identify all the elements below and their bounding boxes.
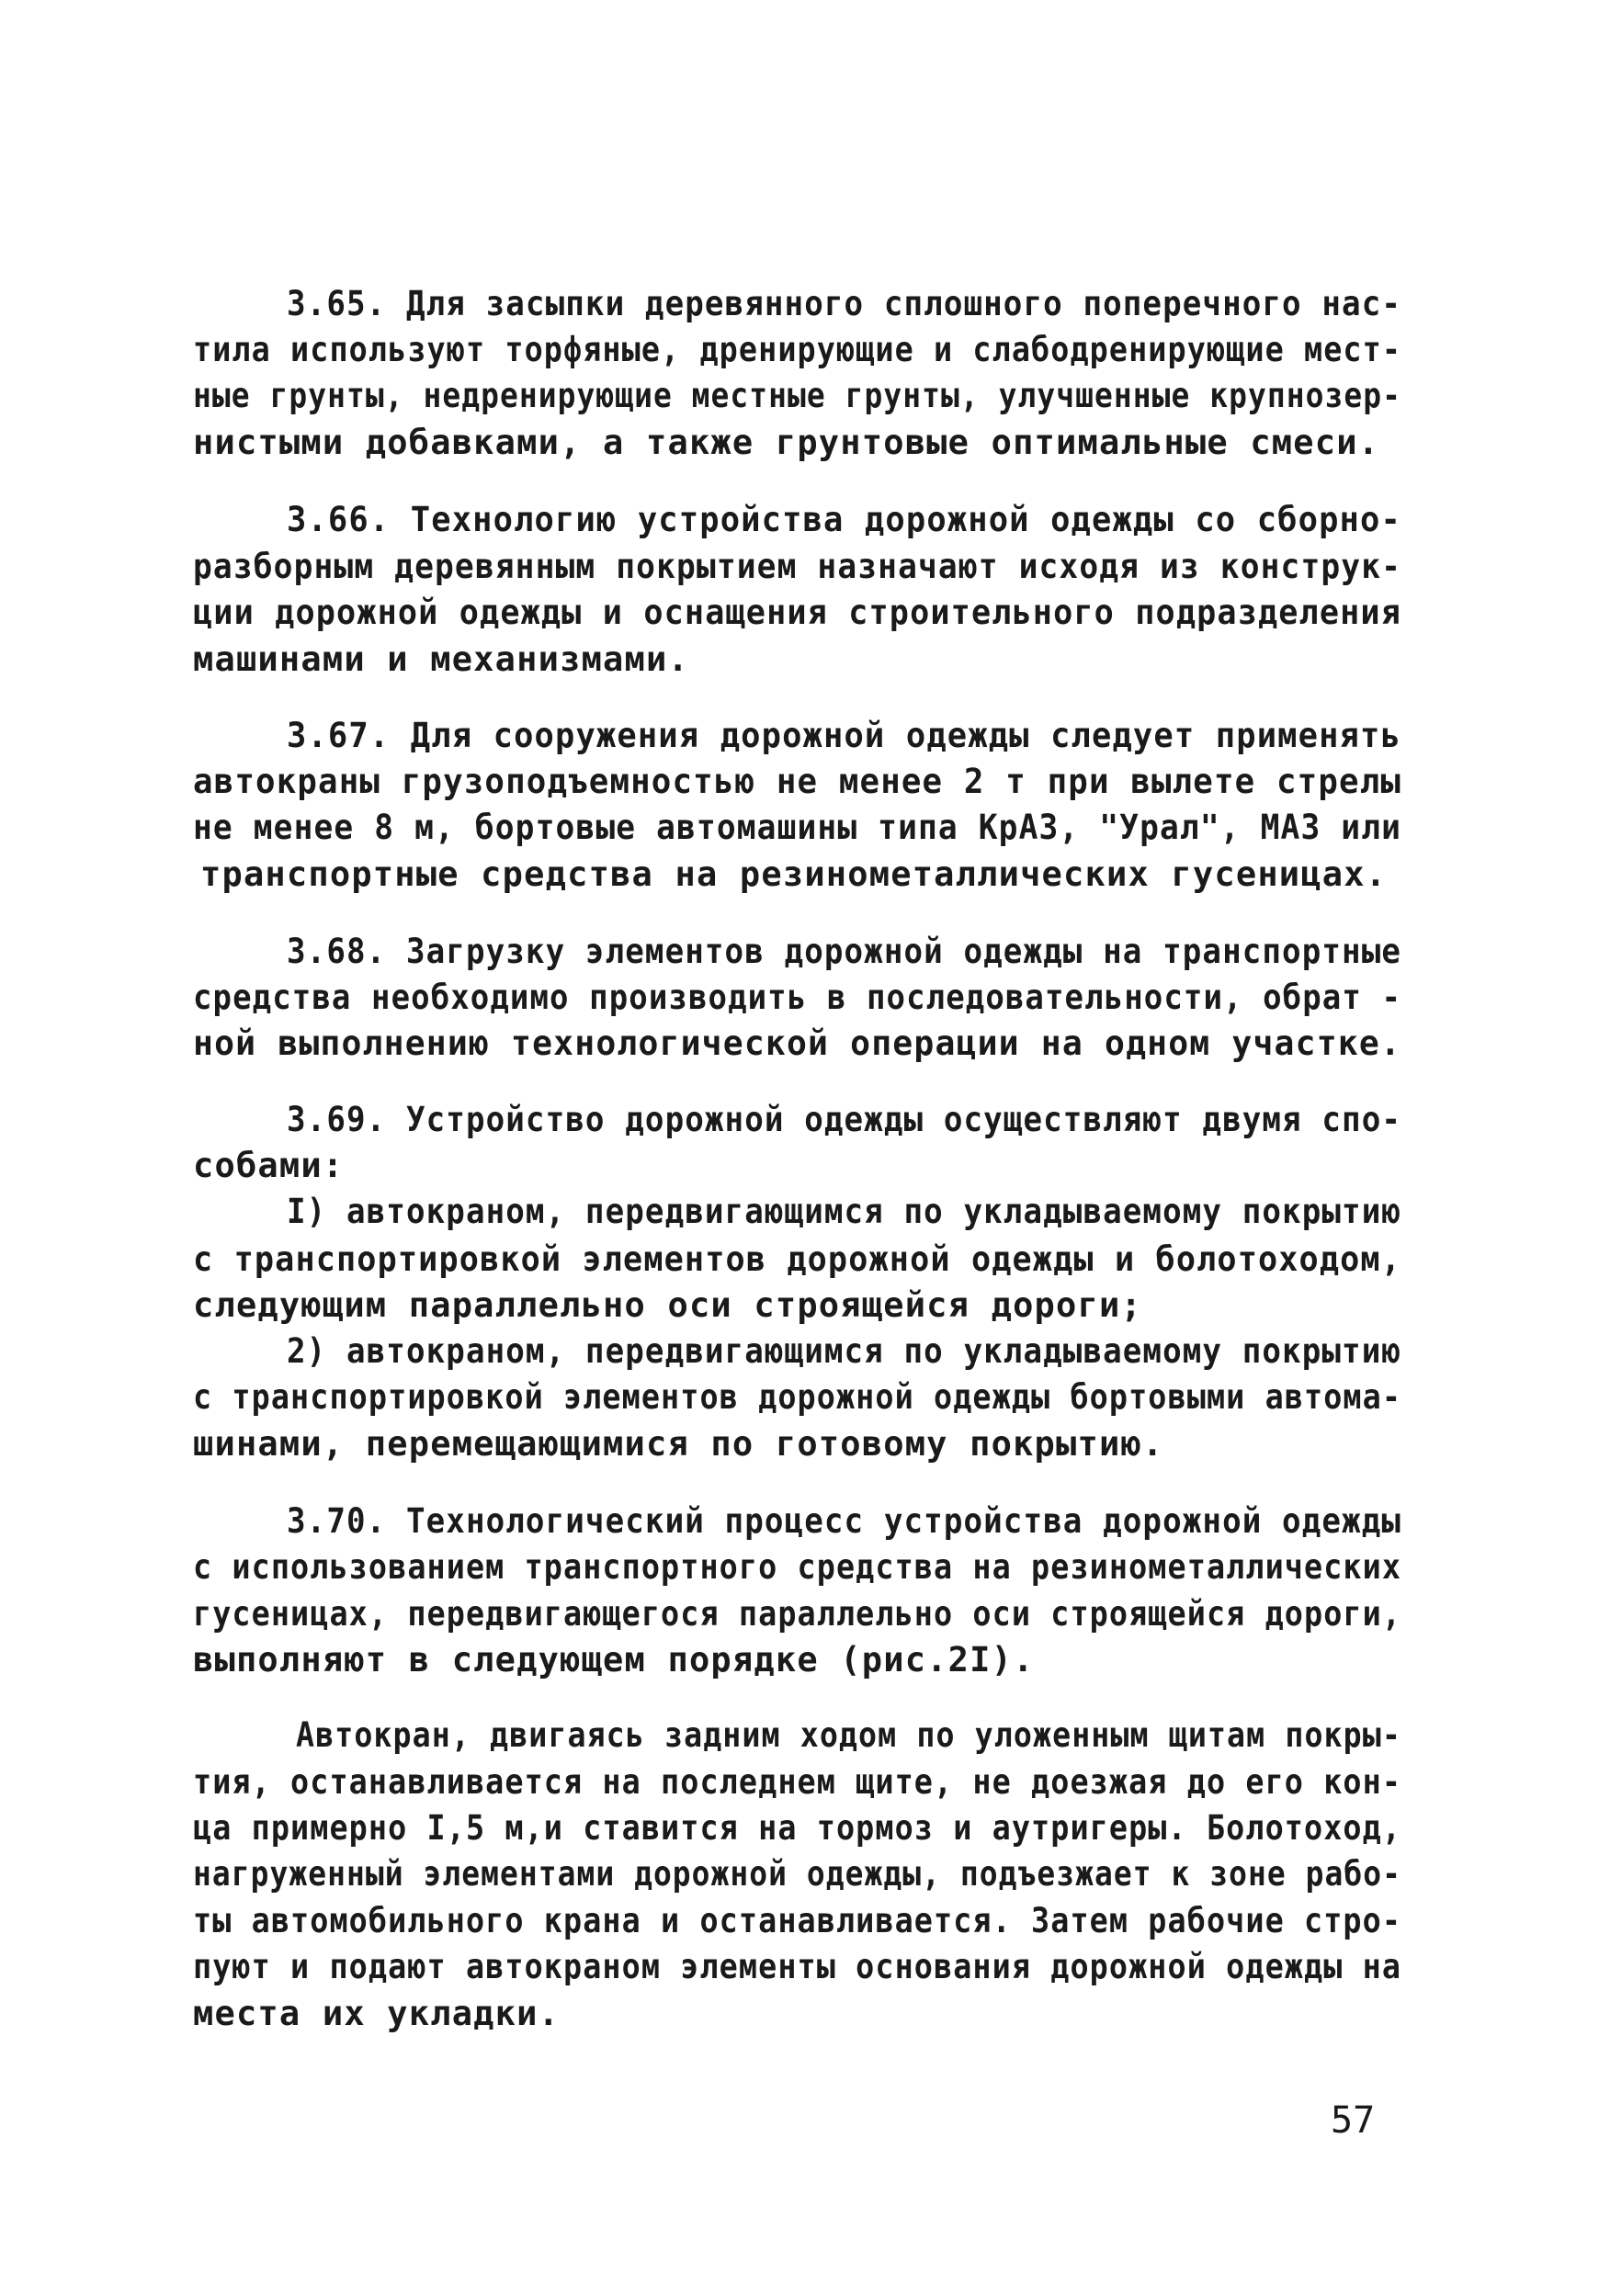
paragraph-p370b-line: нагруженный элементами дорожной одежды, подъезжает к зоне рабо- (193, 1854, 1401, 1894)
paragraph-p367-line: 3.67. Для сооружения дорожной одежды следует применять (287, 716, 1401, 755)
paragraph-p369-line: шинами, перемещающимися по готовому покрытию. (193, 1424, 1164, 1464)
paragraph-p367-line: не менее 8 м, бортовые автомашины типа КрАЗ, "Урал", МАЗ или (193, 808, 1402, 847)
paragraph-p369-line: 3.69. Устройство дорожной одежды осуществляют двумя спо- (287, 1100, 1402, 1139)
paragraph-p369-line: собами: (193, 1146, 345, 1185)
paragraph-p369-line: 2) автокраном, передвигающимся по укладываемому покрытию (287, 1331, 1402, 1371)
paragraph-p370b-line: ца примерно I,5 м,и ставится на тормоз и аутригеры. Болотоход, (193, 1808, 1402, 1848)
paragraph-p370b-line: тия, останавливается на последнем щите, не доезжая до его кон- (193, 1762, 1402, 1802)
paragraph-p370-line: выполняют в следующем порядке (рис.2I). (193, 1640, 1035, 1680)
paragraph-p370-line: с использованием транспортного средства на резинометаллических (193, 1547, 1402, 1587)
paragraph-p370-line: гусеницах, передвигающегося параллельно оси строящейся дороги, (193, 1594, 1402, 1634)
paragraph-p365-line: 3.65. Для засыпки деревянного сплошного поперечного нас- (287, 284, 1402, 323)
paragraph-p368-line: средства необходимо производить в последовательности, обрат - (193, 978, 1402, 1017)
page-number: 57 (1331, 2099, 1376, 2142)
paragraph-p365-line: ные грунты, недренирующие местные грунты, улучшенные крупнозер- (193, 376, 1401, 415)
paragraph-p366-line: разборным деревянным покрытием назначают исходя из конструк- (193, 547, 1402, 586)
paragraph-p365-line: нистыми добавками, а также грунтовые оптимальные смеси. (193, 423, 1380, 462)
paragraph-p369-line: с транспортировкой элементов дорожной одежды и болотоходом, (193, 1239, 1401, 1279)
paragraph-p370-line: 3.70. Технологический процесс устройства дорожной одежды (287, 1501, 1402, 1541)
paragraph-p370b-line: ты автомобильного крана и останавливается. Затем рабочие стро- (193, 1901, 1402, 1940)
paragraph-p367-line: автокраны грузоподъемностью не менее 2 т при вылете стрелы (193, 762, 1402, 801)
paragraph-p366-line: ции дорожной одежды и оснащения строительного подразделения (193, 593, 1401, 632)
paragraph-p366-line: 3.66. Технологию устройства дорожной одежды со сборно- (287, 500, 1401, 539)
paragraph-p369-line: с транспортировкой элементов дорожной одежды бортовыми автома- (193, 1377, 1402, 1417)
paragraph-p365-line: тила используют торфяные, дренирующие и слабодренирующие мест- (193, 330, 1402, 369)
paragraph-p369-line: следующим параллельно оси строящейся дороги; (193, 1285, 1142, 1325)
paragraph-p367-line: транспортные средства на резинометаллических гусеницах. (200, 854, 1388, 894)
paragraph-p368-line: ной выполнению технологической операции на одном участке. (193, 1024, 1401, 1063)
paragraph-p368-line: 3.68. Загрузку элементов дорожной одежды на транспортные (287, 932, 1402, 971)
paragraph-p366-line: машинами и механизмами. (193, 639, 689, 679)
paragraph-p370b-line: пуют и подают автокраном элементы основания дорожной одежды на (193, 1947, 1402, 1986)
paragraph-p370b-line: места их укладки. (193, 1994, 561, 2033)
paragraph-p370b-line: Автокран, двигаясь задним ходом по уложенным щитам покры- (296, 1715, 1401, 1755)
paragraph-p369-line: I) автокраном, передвигающимся по укладываемому покрытию (287, 1192, 1402, 1231)
